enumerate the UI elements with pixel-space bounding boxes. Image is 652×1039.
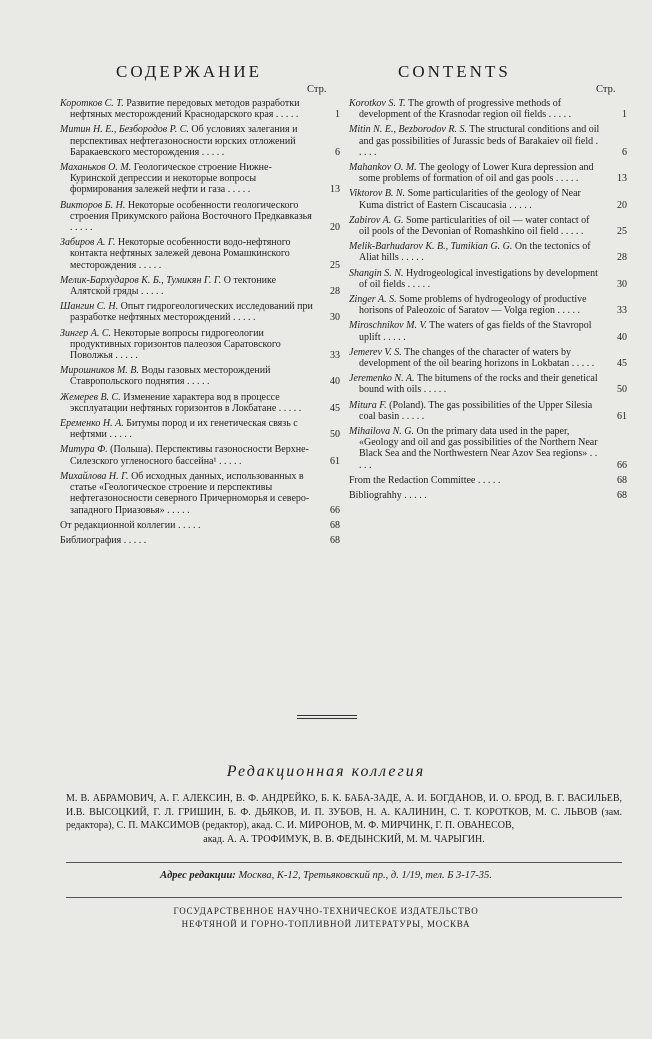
contents-list-en — [349, 98, 629, 505]
contents-entry — [60, 471, 342, 516]
contents-entry — [349, 490, 629, 501]
page-label-ru: Стр. — [307, 84, 327, 95]
entry-text: Зингер А. С. Некоторые вопросы гидрогеологии продуктивных горизонтов палеозоя Саратовского Поволжья . . . . . — [60, 327, 281, 362]
editorial-board-title: Редакционная коллегия — [226, 763, 426, 780]
entry-author: Mihailova N. G. — [349, 426, 414, 438]
contents-entry — [349, 124, 629, 158]
entry-title: Некоторые особенности геологического строения Прикумского района Восточного Предкавказья — [70, 199, 312, 222]
entry-text: Mitin N. E., Bezborodov R. S. The structural conditions and oil and gas possibilities of Jurassic beds of Barakaiev oil field . . . . . — [349, 124, 600, 158]
entry-text: Viktorov B. N. Some particularities of the geology of Near Kuma district of Eastern Ciscaucasia . . . . . — [349, 188, 581, 211]
entry-page-number: 25 — [617, 226, 627, 238]
entry-title: Воды газовых месторождений Ставропольского поднятия — [70, 365, 271, 388]
entry-title: From the Redaction Committee — [349, 474, 476, 486]
horizontal-rule — [66, 862, 622, 863]
entry-page-number: 45 — [330, 402, 340, 414]
entry-title: On the primary data used in the paper, «Geology and oil and gas possibilities of the Northern Near Black Sea and the Northwestern Near Azov Sea regions» — [359, 426, 598, 460]
contents-entry — [60, 275, 342, 297]
contents-entry — [60, 328, 342, 362]
publisher-line-2: НЕФТЯНОЙ И ГОРНО-ТОПЛИВНОЙ ЛИТЕРАТУРЫ, МОСКВА — [181, 919, 471, 929]
entry-title: The growth of progressive methods of development of the Krasnodar region oil fields — [359, 98, 562, 121]
contents-heading-en: CONTENTS — [398, 62, 511, 81]
contents-entry — [349, 188, 629, 210]
entry-text: От редакционной коллегии . . . . . — [60, 519, 201, 531]
entry-author: Melik-Barhudarov K. B., Tumikian G. G. — [349, 241, 513, 253]
entry-author: Zinger A. S. — [349, 294, 397, 306]
entry-author: Жемерев В. С. — [60, 391, 121, 403]
contents-list-ru — [60, 98, 342, 550]
entry-author: Viktorov B. N. — [349, 188, 406, 200]
contents-entry — [349, 400, 629, 422]
entry-text: Jeremenko N. A. The bitumens of the rocks and their genetical bound with oils . . . . . — [349, 373, 598, 396]
entry-text: Митин Н. Е., Безбородов Р. С. Об условиях залегания и перспективах нефтегазоносности юрских отложений Баракаевского месторождения . . . . . — [60, 124, 298, 158]
entry-text: Забиров А. Г. Некоторые особенности водо-нефтяного контакта нефтяных залежей девона Ромашкинского месторождения . . . . . — [60, 237, 291, 271]
entry-author: Jemerev V. S. — [349, 346, 402, 358]
entry-text: Коротков С. Т. Развитие передовых методов разработки нефтяных месторождений Краснодарского края . . . . . — [60, 98, 300, 121]
entry-author: Мирошников М. В. — [60, 365, 139, 377]
contents-entry — [60, 124, 342, 158]
contents-entry — [349, 475, 629, 486]
entry-text: Жемерев В. С. Изменение характера вод в процессе эксплуатации нефтяных горизонтов в Локбатане . . . . . — [60, 391, 302, 414]
entry-text: Bibliograhhy . . . . . — [349, 490, 427, 502]
entry-author: Шангин С. Н. — [60, 301, 119, 313]
entry-page-number: 33 — [617, 305, 627, 317]
entry-title: The waters of gas fields of the Stavropol uplift — [359, 320, 592, 343]
entry-author: Викторов Б. Н. — [60, 199, 126, 211]
entry-title: От редакционной коллегии — [60, 519, 176, 531]
entry-page-number: 66 — [617, 459, 627, 471]
entry-author: Mitin N. E., Bezborodov R. S. — [349, 124, 467, 136]
entry-title: On the tectonics of Aliat hills — [359, 241, 591, 264]
entry-page-number: 68 — [330, 519, 340, 531]
entry-page-number: 28 — [330, 286, 340, 298]
contents-heading-ru: СОДЕРЖАНИЕ — [116, 62, 263, 81]
entry-title: Некоторые вопросы гидрогеологии продуктивных горизонтов палеозоя Саратовского Поволжья — [70, 327, 281, 362]
entry-text: Korotkov S. T. The growth of progressive methods of development of the Krasnodar region oil fields . . . . . — [349, 98, 572, 121]
entry-title: The changes of the character of waters by development of the oil bearing horizons in Lokbatan — [359, 346, 571, 370]
entry-page-number: 68 — [330, 534, 340, 546]
entry-author: Маханьков О. М. — [60, 162, 132, 174]
entry-title: Геологическое строение Нижне-Куринской депрессии и некоторые вопросы формирования залежей нефти и газа — [70, 162, 272, 196]
address-label: Адрес редакции: — [160, 870, 236, 881]
entry-page-number: 66 — [330, 504, 340, 516]
entry-text: Михайлова Н. Г. Об исходных данных, использованных в статье «Геологическое строение и перспективы нефтегазоносности северного Причерноморья и северо-западного Приазовья» . . . . . — [60, 470, 310, 516]
contents-entry — [349, 373, 629, 395]
entry-title: Об условиях залегания и перспективах нефтегазоносности юрских отложений Баракаевского месторождения — [70, 124, 298, 158]
entry-author: Зингер А. С. — [60, 327, 112, 339]
entry-text: Еременко Н. А. Битумы пород и их генетическая связь с нефтями . . . . . — [60, 418, 298, 441]
entry-author: Коротков С. Т. — [60, 98, 124, 109]
entry-page-number: 50 — [617, 384, 627, 396]
entry-author: Еременко Н. А. — [60, 418, 124, 430]
contents-entry — [349, 241, 629, 263]
entry-title: Развитие передовых методов разработки нефтяных месторождений Краснодарского края — [70, 98, 300, 121]
contents-entry — [60, 237, 342, 271]
entry-title: Some problems of hydrogeology of productive horisons of Paleozoic of Saratov — Volga region — [359, 294, 587, 317]
contents-entry — [349, 426, 629, 471]
entry-text: Mahankov O. M. The geology of Lower Kura depression and some problems of formation of oil and gas pools . . . . . — [349, 162, 594, 185]
entry-page-number: 13 — [330, 184, 340, 196]
editorial-address — [0, 870, 652, 881]
entry-author: Korotkov S. T. — [349, 98, 406, 109]
entry-text: Jemerev V. S. The changes of the character of waters by development of the oil bearing horizons in Lokbatan . . . . . — [349, 346, 595, 370]
entry-page-number: 25 — [330, 259, 340, 271]
publisher-line-1: ГОСУДАРСТВЕННОЕ НАУЧНО-ТЕХНИЧЕСКОЕ ИЗДАТЕЛЬСТВО — [173, 906, 479, 916]
contents-entry — [60, 365, 342, 387]
entry-text: Shangin S. N. Hydrogeological investigations by development of oil fields . . . . . — [349, 267, 598, 290]
entry-title: Bibliograhhy — [349, 490, 402, 502]
entry-text: Библиография . . . . . — [60, 534, 147, 546]
contents-entry — [60, 520, 342, 531]
contents-entry — [60, 301, 342, 323]
entry-text: Miroschnikov M. V. The waters of gas fields of the Stavropol uplift . . . . . — [349, 320, 592, 343]
entry-author: Mitura F. — [349, 399, 387, 411]
entry-text: Zabirov A. G. Some particularities of oil — water contact of oil pools of the Devonian of Romashkino oil field . . . . . — [349, 214, 590, 238]
contents-entry — [349, 294, 629, 316]
entry-text: Митура Ф. (Польша). Перспективы газоносности Верхне-Силезского угленосного бассейна¹ . . . . . — [60, 444, 309, 467]
entry-page-number: 50 — [330, 429, 340, 441]
entry-page-number: 45 — [617, 358, 627, 370]
contents-entry — [349, 268, 629, 290]
entry-text: Шангин С. Н. Опыт гидрогеологических исследований при разработке нефтяных месторождений . . . . . — [60, 301, 313, 324]
entry-title: Библиография — [60, 534, 122, 546]
board-members-last-line: акад. А. А. ТРОФИМУК, В. В. ФЕДЫНСКИЙ, М. М. ЧАРЫГИН. — [203, 833, 485, 845]
entry-page-number: 33 — [330, 350, 340, 362]
entry-title: О тектонике Алятской гряды — [70, 274, 277, 298]
entry-author: Jeremenko N. A. — [349, 373, 415, 385]
divider-rule — [297, 715, 357, 716]
entry-page-number: 1 — [335, 109, 340, 121]
divider-rule — [297, 718, 357, 719]
entry-text: Melik-Barhudarov K. B., Tumikian G. G. On the tectonics of Aliat hills . . . . . — [349, 241, 591, 264]
contents-entry — [60, 418, 342, 440]
contents-entry — [349, 347, 629, 369]
entry-author: Miroschnikov M. V. — [349, 320, 427, 332]
entry-page-number: 6 — [335, 146, 340, 158]
contents-entry — [60, 162, 342, 196]
entry-title: Об исходных данных, использованных в статье «Геологическое строение и перспективы нефтегазоносности северного Причерноморья и северо-западного Приазовья» — [70, 470, 310, 516]
entry-author: Мелик-Бархударов К. Б., Тумикян Г. Г. — [60, 274, 222, 286]
contents-entry — [60, 200, 342, 234]
entry-page-number: 30 — [330, 312, 340, 324]
horizontal-rule — [66, 897, 622, 898]
entry-title: (Польша). Перспективы газоносности Верхне-Силезского угленосного бассейна¹ — [70, 444, 309, 467]
board-members-text: М. В. АБРАМОВИЧ, А. Г. АЛЕКСИН, В. Ф. АНДРЕЙКО, Б. К. БАБА-ЗАДЕ, А. И. БОГДАНОВ, И. О. БРОД, В. Г. ВАСИЛЬЕВ, И.В. ВЫСОЦКИЙ, Г. Л. ГРИШИН, Б. Ф. ДЬЯКОВ, И. П. ЗУБОВ, Н. А. КАЛИНИН, С. Т. КОРОТКОВ, М. С. ЛЬВОВ (зам. редактора), С. П. МАКСИМОВ (редактор), акад. С. И. МИРОНОВ, М. Ф. МИРЧИНК, Г. П. ОВАНЕСОВ, — [66, 793, 622, 831]
publisher-imprint — [0, 905, 652, 931]
entry-author: Mahankov O. M. — [349, 162, 417, 174]
contents-entry — [60, 98, 342, 120]
entry-page-number: 13 — [617, 173, 627, 185]
entry-page-number: 68 — [617, 474, 627, 486]
entry-title: The geology of Lower Kura depression and some problems of formation of oil and gas pools — [359, 162, 594, 185]
contents-entry — [60, 444, 342, 466]
entry-page-number: 20 — [617, 199, 627, 211]
entry-text: Маханьков О. М. Геологическое строение Нижне-Куринской депрессии и некоторые вопросы формирования залежей нефти и газа . . . . . — [60, 162, 272, 196]
entry-title: Битумы пород и их генетическая связь с нефтями — [70, 418, 298, 441]
address-value: Москва, К-12, Третьяковский пр., д. 1/19, тел. Б 3-17-35. — [238, 870, 492, 881]
contents-entry — [60, 392, 342, 414]
entry-text: Викторов Б. Н. Некоторые особенности геологического строения Прикумского района Восточного Предкавказья . . . . . — [60, 199, 312, 234]
entry-page-number: 28 — [617, 252, 627, 264]
contents-entry — [349, 162, 629, 184]
entry-title: Some particularities of the geology of Near Kuma district of Eastern Ciscaucasia — [359, 188, 581, 211]
entry-text: Zinger A. S. Some problems of hydrogeology of productive horisons of Paleozoic of Saratov — Volga region . . . . . — [349, 294, 587, 317]
entry-text: Мелик-Бархударов К. Б., Тумикян Г. Г. О тектонике Алятской гряды . . . . . — [60, 274, 277, 298]
entry-author: Митура Ф. — [60, 444, 108, 456]
entry-title: Опыт гидрогеологических исследований при разработке нефтяных месторождений — [70, 301, 313, 324]
entry-page-number: 20 — [330, 222, 340, 234]
page-label-en: Стр. — [596, 84, 616, 95]
entry-author: Shangin S. N. — [349, 267, 404, 279]
editorial-board-members — [66, 792, 622, 846]
contents-entry — [349, 98, 629, 120]
entry-title: (Poland). The gas possibilities of the Upper Silesia coal basin — [359, 399, 593, 422]
entry-page-number: 1 — [622, 109, 627, 121]
contents-entry — [349, 215, 629, 237]
entry-page-number: 40 — [617, 331, 627, 343]
entry-page-number: 61 — [330, 455, 340, 467]
contents-entry — [60, 535, 342, 546]
entry-page-number: 40 — [330, 376, 340, 388]
contents-entry — [349, 320, 629, 342]
entry-author: Zabirov A. G. — [349, 214, 404, 226]
entry-page-number: 61 — [617, 410, 627, 422]
entry-page-number: 30 — [617, 278, 627, 290]
entry-title: Hydrogeological investigations by development of oil fields — [359, 267, 598, 290]
entry-author: Забиров А. Г. — [60, 237, 116, 249]
entry-title: Некоторые особенности водо-нефтяного контакта нефтяных залежей девона Ромашкинского месторождения — [70, 237, 291, 271]
entry-title: The structural conditions and oil and gas possibilities of Jurassic beds of Barakaiev oil field — [359, 124, 600, 147]
entry-text: Мирошников М. В. Воды газовых месторождений Ставропольского поднятия . . . . . — [60, 365, 271, 388]
entry-text: Mitura F. (Poland). The gas possibilities of the Upper Silesia coal basin . . . . . — [349, 399, 593, 422]
entry-page-number: 68 — [617, 490, 627, 502]
entry-page-number: 6 — [622, 146, 627, 158]
entry-title: The bitumens of the rocks and their genetical bound with oils — [359, 373, 598, 396]
entry-title: Some particularities of oil — water contact of oil pools of the Devonian of Romashkino oil field — [359, 214, 590, 238]
entry-author: Митин Н. Е., Безбородов Р. С. — [60, 124, 189, 136]
entry-text: Mihailova N. G. On the primary data used in the paper, «Geology and oil and gas possibilities of the Northern Near Black Sea and the Northwestern Near Azov Sea regions» . . . . . — [349, 426, 598, 471]
entry-author: Михайлова Н. Г. — [60, 470, 129, 482]
entry-title: Изменение характера вод в процессе эксплуатации нефтяных горизонтов в Локбатане — [70, 391, 280, 414]
entry-text: From the Redaction Committee . . . . . — [349, 474, 501, 486]
